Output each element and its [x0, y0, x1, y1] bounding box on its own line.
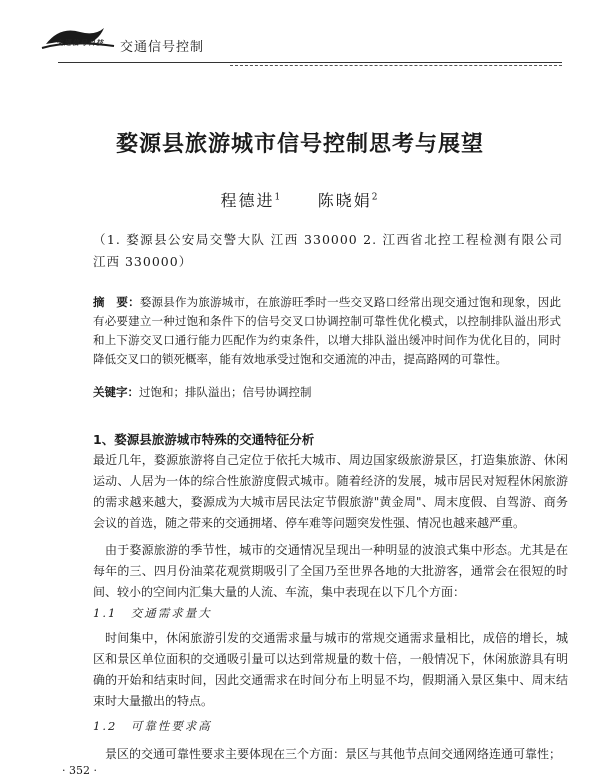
body-paragraph: 景区的交通可靠性要求主要体现在三个方面：景区与其他节点间交通网络连通可靠性； — [105, 747, 562, 761]
authors — [0, 188, 600, 211]
abstract-text: 婺源县作为旅游城市，在旅游旺季时一些交叉路口经常出现交通过饱和现象，因此有必要建立一种过饱和条件下的信号交叉口协调控制可靠性优化模式，以控制排队溢出形式和上下游交叉口通行能力匹配作为约束条件，以增大排队溢出缓冲时间作为优化目的，同时降低交叉口的锁死概率，能有效地承受过饱和交通流的冲击，提高路网的可靠性。 — [93, 295, 562, 366]
affiliation: （1. 婺源县公安局交警大队 江西 330000 2. 江西省北控工程检测有限公司 江西 330000） — [93, 232, 563, 269]
author-name: 程德进 — [220, 191, 275, 210]
keywords-label: 关键字： — [93, 385, 139, 399]
page-number: · 352 · — [62, 764, 97, 777]
header-rule-dashed — [230, 65, 562, 66]
page-header — [0, 0, 600, 70]
abstract-label: 摘 要： — [93, 295, 140, 309]
body-paragraph: 时间集中，休闲旅游引发的交通需求量与城市的常规交通需求量相比，成倍的增长，城区和景区单位面积的交通吸引量可以达到常规量的数十倍，一般情况下，休闲旅游具有明确的开始和结束时间，因此交通需求在时间分布上明显不均，假期涌入景区集中、周末结束时大量撤出的特点。 — [93, 631, 568, 708]
body-paragraph: 最近几年，婺源旅游将自己定位于依托大城市、周边国家级旅游景区，打造集旅游、休闲运动、人居为一体的综合性旅游度假式城市。随着经济的发展，城市居民对短程休闲旅游的需求越来越大，婺源成为大城市居民法定节假旅游"黄金周"、周末度假、自驾游、商务会议的首选，随之带来的交通拥堵、停车难等问题突发性强、情况也越来越严重。 — [93, 453, 568, 530]
subsection-heading: 1.1 交通需求量大 — [93, 606, 212, 620]
keywords-text: 过饱和；排队溢出；信号协调控制 — [139, 385, 312, 399]
header-rule — [58, 62, 562, 63]
section-heading: 1、婺源县旅游城市特殊的交通特征分析 — [93, 432, 315, 447]
author-name: 陈晓娟 — [317, 191, 372, 210]
subsection-heading: 1.2 可靠性要求高 — [93, 719, 212, 733]
keywords — [93, 384, 561, 400]
author-affil-mark: 2 — [371, 192, 380, 203]
abstract — [93, 293, 561, 369]
logo-text: 交通信号科技 — [56, 38, 104, 47]
author-affil-mark: 1 — [274, 192, 283, 203]
journal-name: 交通信号控制 — [120, 40, 205, 55]
article-title: 婺源县旅游城市信号控制思考与展望 — [115, 131, 484, 157]
body-paragraph: 由于婺源旅游的季节性，城市的交通情况呈现出一种明显的波浪式集中形态。尤其是在每年的三、四月份油菜花观赏期吸引了全国乃至世界各地的大批游客，通常会在很短的时间、较小的空间内汇集大量的人流、车流，集中表现在以下几个方面： — [93, 543, 568, 599]
